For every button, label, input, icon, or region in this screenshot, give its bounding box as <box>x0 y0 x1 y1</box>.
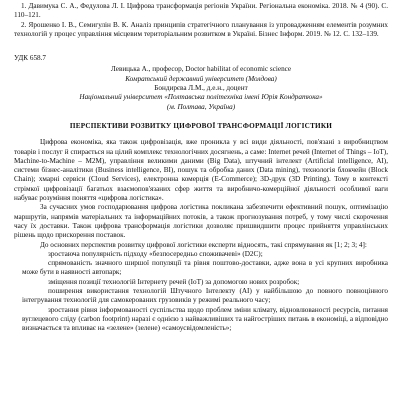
body-paragraph: До основних перспектив розвитку цифрової логістики експерти відносять, такі спрямування як [1; 2; 3; 4]: <box>40 240 367 249</box>
list-item: зміщення позиції технологій Інтернету речей (IoT) за допомогою нових розробок; <box>48 277 300 286</box>
list-item: поширення використання технологій Штучного Інтелекту (AI) у найбільшою до повного повноцінного інтегрування технологій для самокерованих грузовиків у режимі реального часу; <box>22 287 388 305</box>
reference-item: 2. Ярошенко І. В., Семигулін В. К. Аналіз принципів стратегічного планування із упровадженням елементів розумних технологій у процес управління місцевим територіальним розвитком в Україні. Бізнес Інформ. 2019. № 12. С. 132–139. <box>14 20 388 38</box>
body-paragraph: Цифрова економіка, яка також цифровізація, вже проникла у всі види діяльності, пов'язані з виробництвом товарів і послуг й спирається на цілий комплекс технологічних досягнень, а саме: Internet речей (Internet of Things – IoT), Machine-to-Machine – M2M), управління великими даними (Big Data), штучний інтелект (Artificial intelligence, AI), системи бізнес-аналітики (Business intelligence, BI), пошук та обробка даних (Data mining), технологія блокчейн (Block Chain); хмарні сервіси (Cloud Services), електронна комерція (E-Commerce); 3D-друк (3D Printing). Тому в контексті стрімкої цифровізації багатьох взаємопов'язаних сфер життя та виробничо-комерційної діяльності особливої ваги набуває розуміння поняття «цифрова логістика». <box>14 138 388 203</box>
list-item: спрямованість значного ширшої популяції та рівня поштово-доставки, адже вона в усі крупних виробника може бути в наявності автопарк; <box>22 259 388 277</box>
author-line: Левицька А., професор, Doctor habilitat of economic science <box>110 65 292 74</box>
body-paragraph: За сучасних умов господарювання цифрова логістика покликана забезпечити ефективний пошук, оптимізацію маршрутів, напрямів матеріальних та інформаційних потоків, а також прогнозування потреб, у тому числі скорочення часу їх доставки. Також цифрова трансформація логістики дозволяє пришвидшити процес прийняття управлінських рішень щодо прискорення поставок. <box>14 203 388 240</box>
list-item: зростаюча популярність підходу «безпосередньо споживачеві» (D2C); <box>48 249 263 258</box>
author-affiliation: Комратський державний університет (Молдова) <box>125 74 277 83</box>
list-item: зростання рівня інформованості суспільства щодо проблем зміни клімату, відновлюваності ресурсів, питання вуглецевого сліду (carbon footprint) наразі є однією з найважливіших та найгостріших питань в економіці, а відповідно визначається та впливає на «зелене» (зелене) «самоусвідомленість»; <box>22 305 388 333</box>
author-affiliation-city: (м. Полтава, Україна) <box>166 102 236 111</box>
reference-list <box>14 0 388 39</box>
author-line: Бондирєва Л.М., д.е.н., доцент <box>154 84 248 93</box>
udc-code: УДК 658.7 <box>14 54 47 63</box>
author-affiliation: Національний університет «Полтавська політехніка імені Юрія Кондратюка» <box>79 93 323 102</box>
author-block <box>14 65 388 111</box>
article-title: ПЕРСПЕКТИВИ РОЗВИТКУ ЦИФРОВОЇ ТРАНСФОРМАЦІЇ ЛОГІСТИКИ <box>69 121 333 130</box>
reference-item: 1. Давимука С. А., Федулова Л. І. Цифрова трансформація регіонів України. Регіональна економіка. 2018. № 4 (90). С. 110–121. <box>14 2 388 20</box>
article-body <box>14 138 388 333</box>
